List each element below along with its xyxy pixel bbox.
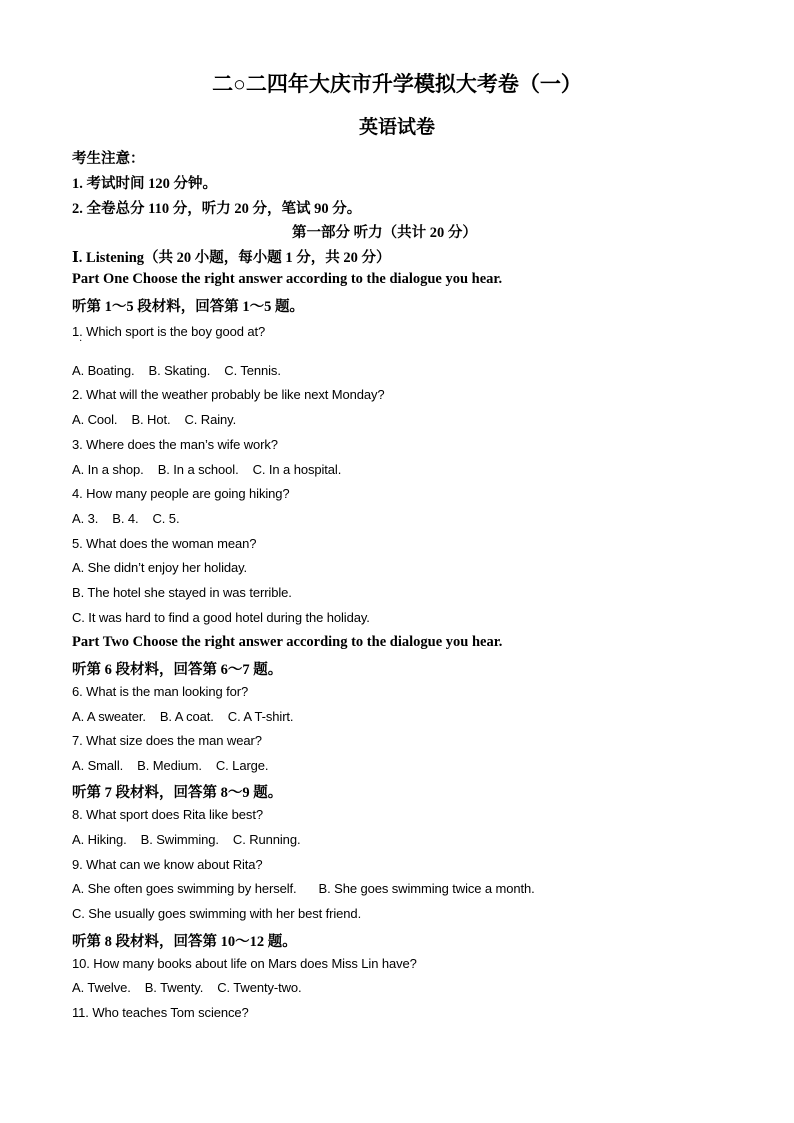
- option[interactable]: A. 3.: [72, 511, 99, 526]
- options-row: [72, 980, 316, 995]
- option[interactable]: A. In a shop.: [72, 462, 144, 477]
- option[interactable]: B. The hotel she stayed in was terrible.: [72, 585, 292, 600]
- question-text: 1. Which sport is the boy good at?: [72, 324, 266, 339]
- option[interactable]: A. She didn’t enjoy her holiday.: [72, 560, 248, 575]
- question-text: 8. What sport does Rita like best?: [72, 807, 263, 822]
- group-intro: 听第 6 段材料，回答第 6～7 题。: [72, 662, 283, 678]
- option[interactable]: B. Medium.: [137, 758, 202, 773]
- notice-heading: 考生注意：: [72, 151, 145, 167]
- notice-item: 2. 全卷总分 110 分，听力 20 分，笔试 90 分。: [72, 201, 362, 217]
- question-text: 9. What can we know about Rita?: [72, 857, 263, 872]
- option[interactable]: C. Twenty-two.: [217, 980, 302, 995]
- group-intro: 听第 7 段材料，回答第 8～9 题。: [72, 785, 283, 801]
- options-row: [72, 511, 193, 526]
- option[interactable]: C. Large.: [215, 758, 269, 773]
- option[interactable]: A. Boating.: [72, 363, 135, 378]
- option[interactable]: B. Swimming.: [140, 832, 219, 847]
- option[interactable]: C. Tennis.: [224, 363, 281, 378]
- part-one-header: 第一部分 听力（共计 20 分）: [292, 225, 477, 241]
- options-row: [72, 363, 295, 378]
- part-two-instruction: Part Two Choose the right answer according to the dialogue you hear.: [72, 634, 503, 650]
- option[interactable]: B. Twenty.: [144, 980, 204, 995]
- question-text: 3. Where does the man’s wife work?: [72, 437, 278, 452]
- question-text: 4. How many people are going hiking?: [72, 486, 290, 501]
- option[interactable]: B. A coat.: [159, 709, 214, 724]
- options-row: [72, 412, 250, 427]
- option[interactable]: B. 4.: [112, 511, 139, 526]
- option[interactable]: A. Twelve.: [72, 980, 131, 995]
- option[interactable]: A. A sweater.: [72, 709, 146, 724]
- part-one-instruction: Part One Choose the right answer according to the dialogue you hear.: [72, 271, 503, 287]
- question-text: 2. What will the weather probably be like next Monday?: [72, 387, 385, 402]
- option[interactable]: C. 5.: [152, 511, 180, 526]
- option[interactable]: B. She goes swimming twice a month.: [318, 881, 535, 896]
- option[interactable]: A. She often goes swimming by herself.: [72, 881, 297, 896]
- option[interactable]: B. Skating.: [148, 363, 211, 378]
- options-row: [72, 709, 307, 724]
- option[interactable]: C. Running.: [232, 832, 301, 847]
- question-text: 11. Who teaches Tom science?: [72, 1005, 249, 1020]
- mark-dot: ·: [79, 336, 83, 347]
- question-text: 5. What does the woman mean?: [72, 536, 257, 551]
- option[interactable]: A. Cool.: [72, 412, 118, 427]
- question-text: 6. What is the man looking for?: [72, 684, 249, 699]
- option[interactable]: C. A T-shirt.: [227, 709, 294, 724]
- option[interactable]: C. In a hospital.: [252, 462, 342, 477]
- question-text: 7. What size does the man wear?: [72, 733, 262, 748]
- option[interactable]: C. She usually goes swimming with her best friend.: [72, 906, 362, 921]
- option[interactable]: C. It was hard to find a good hotel during the holiday.: [72, 610, 370, 625]
- group-intro: 听第 8 段材料，回答第 10～12 题。: [72, 934, 297, 950]
- page-subtitle: 英语试卷: [358, 117, 435, 138]
- option[interactable]: A. Small.: [72, 758, 124, 773]
- section-heading: Ⅰ. Listening（共 20 小题，每小题 1 分，共 20 分）: [72, 250, 391, 266]
- options-row: [72, 832, 314, 847]
- option[interactable]: B. Hot.: [131, 412, 171, 427]
- option[interactable]: C. Rainy.: [184, 412, 237, 427]
- options-row: [72, 758, 282, 773]
- notice-item: 1. 考试时间 120 分钟。: [72, 176, 217, 192]
- option[interactable]: A. Hiking.: [72, 832, 127, 847]
- option[interactable]: B. In a school.: [157, 462, 239, 477]
- part-one-intro: 听第 1～5 段材料，回答第 1～5 题。: [72, 299, 304, 315]
- page-title: 二○二四年大庆市升学模拟大考卷（一）: [212, 72, 582, 96]
- options-row: [72, 462, 355, 477]
- options-row: [72, 881, 549, 896]
- question-text: 10. How many books about life on Mars does Miss Lin have?: [72, 956, 417, 971]
